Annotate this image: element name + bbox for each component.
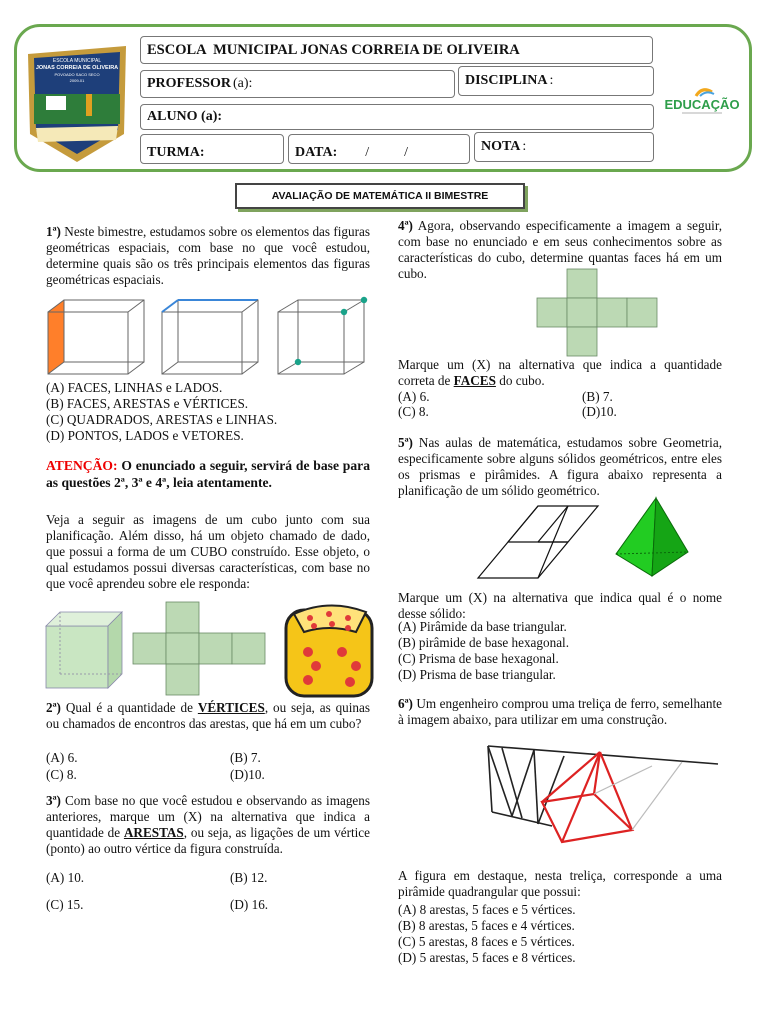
school-name-field xyxy=(140,36,653,64)
cube-vertex-highlight xyxy=(278,297,367,374)
question-5-text xyxy=(398,435,722,499)
data-slashes: / / xyxy=(365,145,409,160)
attention-notice xyxy=(46,457,370,491)
question-2-option-a[interactable]: (A) 6. xyxy=(46,750,78,765)
question-5-option-c[interactable]: (C) Prisma de base hexagonal. xyxy=(398,651,559,666)
aluno-field[interactable] xyxy=(140,104,654,130)
question-6-option-b[interactable]: (B) 8 arestas, 5 faces e 4 vértices. xyxy=(398,918,575,933)
truss-red-pyramid xyxy=(542,752,632,842)
question-1-text xyxy=(46,224,370,288)
question-1-options xyxy=(46,380,370,444)
school-shield-logo xyxy=(26,42,128,164)
question-2-keyword: VÉRTICES xyxy=(197,700,265,715)
question-1-number: 1ª) xyxy=(46,224,61,239)
question-3-option-b[interactable]: (B) 12. xyxy=(230,870,268,885)
professor-suffix: (a): xyxy=(233,76,253,91)
shield-text-4: 2009-01 xyxy=(69,78,85,83)
question-6-option-c[interactable]: (C) 5 arestas, 8 faces e 5 vértices. xyxy=(398,934,575,949)
question-4-instruction xyxy=(398,357,722,389)
exam-title: AVALIAÇÃO DE MATEMÁTICA II BIMESTRE xyxy=(271,190,489,202)
turma-label: TURMA: xyxy=(147,145,205,160)
question-1-option-c[interactable]: (C) QUADRADOS, ARESTAS e LINHAS. xyxy=(46,412,278,427)
educacao-logo xyxy=(662,84,742,118)
disciplina-field[interactable] xyxy=(458,66,654,96)
question-2-option-c[interactable]: (C) 8. xyxy=(46,767,77,782)
nota-label: NOTA xyxy=(481,139,521,154)
cube-elements-figures xyxy=(44,296,374,376)
question-2-option-b[interactable]: (B) 7. xyxy=(230,750,261,765)
question-4-option-d[interactable]: (D)10. xyxy=(582,404,617,419)
attention-text: O enunciado a seguir, servirá de base para as questões 2ª, 3ª e 4ª, leia atentamente. xyxy=(46,458,370,490)
disciplina-suffix: : xyxy=(549,73,554,88)
cube-net xyxy=(133,602,265,695)
question-3-pre: Com base no que você estudou e observando as imagens anteriores, marque um (X) na alternativa que indica a quantidade de xyxy=(46,793,370,840)
question-6-number: 6ª) xyxy=(398,696,413,711)
question-6-text xyxy=(398,696,722,728)
question-2-option-d[interactable]: (D)10. xyxy=(230,767,265,782)
question-1-option-a[interactable]: (A) FACES, LINHAS e LADOS. xyxy=(46,380,223,395)
question-2-text xyxy=(46,700,370,732)
question-3-option-c[interactable]: (C) 15. xyxy=(46,897,84,912)
question-4-statement: Agora, observando especificamente a imagem a seguir, com base no enunciado e em seus conhecimentos sobre as características do cubo, determine quantas faces há em um cubo. xyxy=(398,218,722,281)
data-field[interactable] xyxy=(288,134,470,164)
question-5-options xyxy=(398,619,722,683)
question-2-pre: Qual é a quantidade de xyxy=(60,700,198,715)
question-3-option-d[interactable]: (D) 16. xyxy=(230,897,269,912)
question-3-text xyxy=(46,793,370,857)
question-6-option-a[interactable]: (A) 8 arestas, 5 faces e 5 vértices. xyxy=(398,902,576,917)
question-3-keyword: ARESTAS xyxy=(123,825,184,840)
question-4-mark-post: do cubo. xyxy=(495,373,545,388)
turma-field[interactable] xyxy=(140,134,284,164)
dice-icon xyxy=(286,605,372,696)
question-5-option-a[interactable]: (A) Pirâmide da base triangular. xyxy=(398,619,567,634)
exam-title-box xyxy=(235,183,525,209)
question-3-option-a[interactable]: (A) 10. xyxy=(46,870,85,885)
green-pyramid xyxy=(616,498,688,576)
question-5-statement: Nas aulas de matemática, estudamos sobre Geometria, especificamente sobre alguns sólidos geométricos, entre eles os prismas e pirâmides. A figura abaixo representa a planificação de um sólido geométrico. xyxy=(398,435,722,498)
cube-net-question-4 xyxy=(536,268,660,358)
shield-text-2: JONAS CORREIA DE OLIVEIRA xyxy=(35,65,119,71)
question-1-option-d[interactable]: (D) PONTOS, LADOS e VETORES. xyxy=(46,428,244,443)
aluno-label: ALUNO (a): xyxy=(147,109,223,124)
cube-edge-highlight xyxy=(162,300,258,374)
cube-net-dice-figures xyxy=(44,598,374,702)
shield-text-1: ESCOLA MUNICIPAL xyxy=(52,58,102,64)
attention-label: ATENÇÃO: xyxy=(46,458,118,473)
question-6-instruction: A figura em destaque, nesta treliça, corresponde a uma pirâmide quadrangular que possui: xyxy=(398,868,722,899)
question-5-instruction: Marque um (X) na alternativa que indica qual é o nome desse sólido: xyxy=(398,590,722,621)
question-6-option-d[interactable]: (D) 5 arestas, 5 faces e 8 vértices. xyxy=(398,950,576,965)
question-5-option-d[interactable]: (D) Prisma de base triangular. xyxy=(398,667,556,682)
question-4-number: 4ª) xyxy=(398,218,413,233)
question-1-statement: Neste bimestre, estudamos sobre os elementos das figuras geométricas espaciais, com base no que você estudou, determine quais são os três principais elementos das figuras geométricas espaciais. xyxy=(46,224,370,287)
shield-text-3: POVOADO SACO SECO xyxy=(54,72,100,77)
question-6-statement: Um engenheiro comprou uma treliça de ferro, semelhante à imagem abaixo, para utilizar em uma construção. xyxy=(398,696,722,727)
question-5-option-b[interactable]: (B) pirâmide de base hexagonal. xyxy=(398,635,570,650)
nota-suffix: : xyxy=(522,139,527,154)
question-3-post: , ou seja, as ligações de um vértice (ponto) ao outro vértice da figura construída. xyxy=(46,825,370,856)
question-3-number: 3ª) xyxy=(46,793,61,808)
question-5-number: 5ª) xyxy=(398,435,413,450)
question-2-number: 2ª) xyxy=(46,700,61,715)
question-2-post: , ou seja, as quinas ou chamados de encontros das arestas, que há em um cubo? xyxy=(46,700,370,731)
professor-label: PROFESSOR xyxy=(147,76,232,91)
cube-face-highlight xyxy=(48,300,144,374)
nota-field[interactable] xyxy=(474,132,654,162)
green-cube xyxy=(46,612,122,688)
question-4-keyword: FACES xyxy=(453,373,496,388)
attention-body: Veja a seguir as imagens de um cubo junto com sua planificação. Além disso, há um objeto chamado de dado, que possui a forma de um CUBO construído. Esse objeto, o qual estudamos possui diversas características, com base no que você aprendeu sobre ele responda: xyxy=(46,512,370,591)
question-6-options xyxy=(398,902,722,966)
data-label: DATA: xyxy=(295,145,338,160)
disciplina-label: DISCIPLINA xyxy=(465,73,548,88)
question-4-mark-pre: Marque um (X) na alternativa que indica a quantidade correta de xyxy=(398,357,722,388)
truss-figure xyxy=(482,742,722,854)
professor-field[interactable] xyxy=(140,70,455,98)
school-name: ESCOLA MUNICIPAL JONAS CORREIA DE OLIVEIRA xyxy=(147,41,520,58)
question-4-option-c[interactable]: (C) 8. xyxy=(398,404,429,419)
question-1-option-b[interactable]: (B) FACES, ARESTAS e VÉRTICES. xyxy=(46,396,249,411)
question-4-option-b[interactable]: (B) 7. xyxy=(582,389,613,404)
pyramid-net xyxy=(478,506,598,578)
educacao-logo-text: EDUCAÇÃO xyxy=(664,97,740,112)
triangular-pyramid-figures xyxy=(476,496,712,582)
question-4-option-a[interactable]: (A) 6. xyxy=(398,389,430,404)
